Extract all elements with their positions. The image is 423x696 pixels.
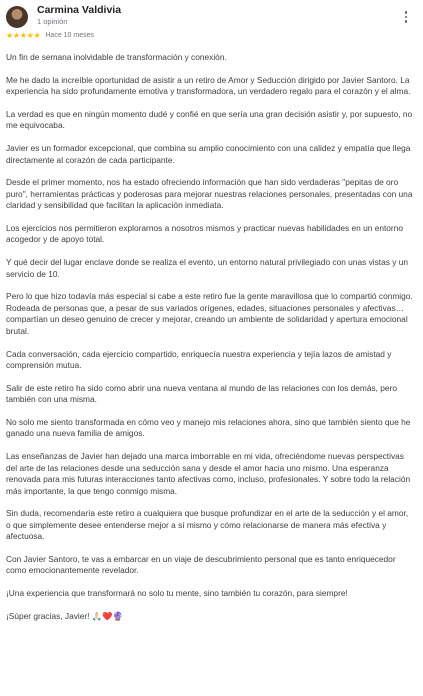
menu-dot: [405, 16, 408, 19]
more-options-icon[interactable]: [399, 8, 413, 26]
reviewer-review-count: 1 opinión: [37, 17, 68, 26]
reviewer-info: [37, 4, 399, 27]
review-paragraph: ¡Súper gracias, Javier! 🙏🏻❤️🔮: [6, 610, 123, 621]
reviewer-name[interactable]: Carmina Valdivia: [37, 4, 122, 16]
review-paragraph: Con Javier Santoro, te vas a embarcar en un viaje de descubrimiento personal que es tanto enriquecedor como emocionantemente revelador.: [6, 553, 396, 576]
review-paragraph: Sin duda, recomendaría este retiro a cualquiera que busque profundizar en el arte de la seducción y el amor, o que simplemente desee entenderse mejor a sí mismo y cómo relacionarse de manera más efectiva y afectuosa.: [6, 508, 409, 542]
review-paragraph: Desde el primer momento, nos ha estado ofreciendo información que han sido verdaderas "pepitas de oro puro", herramientas prácticas y poderosas para mejorar nuestras relaciones personales, presentadas con una claridad y sensibilidad que facilitan la aplicación inmediata.: [6, 177, 413, 211]
review-paragraph: Un fin de semana inolvidable de transformación y conexión.: [6, 52, 227, 62]
review-date: Hace 10 meses: [45, 31, 95, 39]
review-paragraph: Javier es un formador excepcional, que combina su amplio conocimiento con una calidez y empatía que llega directamente al corazón de cada participante.: [6, 143, 411, 165]
review-paragraph: Y qué decir del lugar enclave donde se realiza el evento, un entorno natural privilegiado con unas vistas y un servicio de 10.: [6, 257, 408, 279]
avatar[interactable]: [6, 6, 28, 28]
review-paragraph: No solo me siento transformada en cómo veo y manejo mis relaciones ahora, sino que también siento que he ganado una nueva familia de amigos.: [6, 416, 411, 439]
review-text: [6, 52, 413, 622]
review-paragraph: La verdad es que en ningún momento dudé y confié en que sería una gran decisión asistir y, por supuesto, no me equivocaba.: [6, 108, 413, 131]
review-paragraph: Los ejercicios nos permitieron explorarnos a nosotros mismos y practicar nuevas habilidades en un entorno acogedor y de apoyo total.: [6, 222, 403, 245]
rating-row: [6, 30, 413, 41]
menu-dot: [405, 20, 408, 23]
review-paragraph: ¡Una experiencia que transformará no solo tu mente, sino también tu corazón, para siempre!: [6, 588, 348, 599]
review-paragraph: Salir de este retiro ha sido como abrir una nueva ventana al mundo de las relaciones con los demás, pero también con una misma.: [6, 382, 397, 405]
review-paragraph: Las enseñanzas de Javier han dejado una marca imborrable en mi vida, ofreciéndome nuevas perspectivas del arte de las relaciones desde una seducción sana y desde el amor hacia uno mismo. Una esperanza renovada para mis futuras interacciones tanto afectivas como, incluso, profesionales. Y sobre todo la relación más importante, la que tengo conmigo misma.: [6, 451, 411, 496]
review-paragraph: Cada conversación, cada ejercicio compartido, enriquecía nuestra experiencia y tejía lazos de amistad y comprensión mutua.: [6, 348, 392, 370]
star-rating: ★★★★★: [6, 30, 41, 40]
menu-dot: [405, 11, 408, 14]
review-paragraph: Me he dado la increíble oportunidad de asistir a un retiro de Amor y Seducción dirigido por Javier Santoro. La experiencia ha sido profundamente emotiva y transformadora, un verdadero regalo para el corazón y el alma.: [6, 74, 411, 97]
review-header: [6, 4, 413, 30]
review-paragraph: Pero lo que hizo todavía más especial si cabe a este retiro fue la gente maravillosa que lo compartió conmigo. Rodeada de personas que, a pesar de sus variados orígenes, edades, situaciones personales y afectivas… compartían un deseo genuino de crecer y mejorar, creando un ambiente de solidaridad y apertura emocional brutal.: [6, 291, 413, 336]
